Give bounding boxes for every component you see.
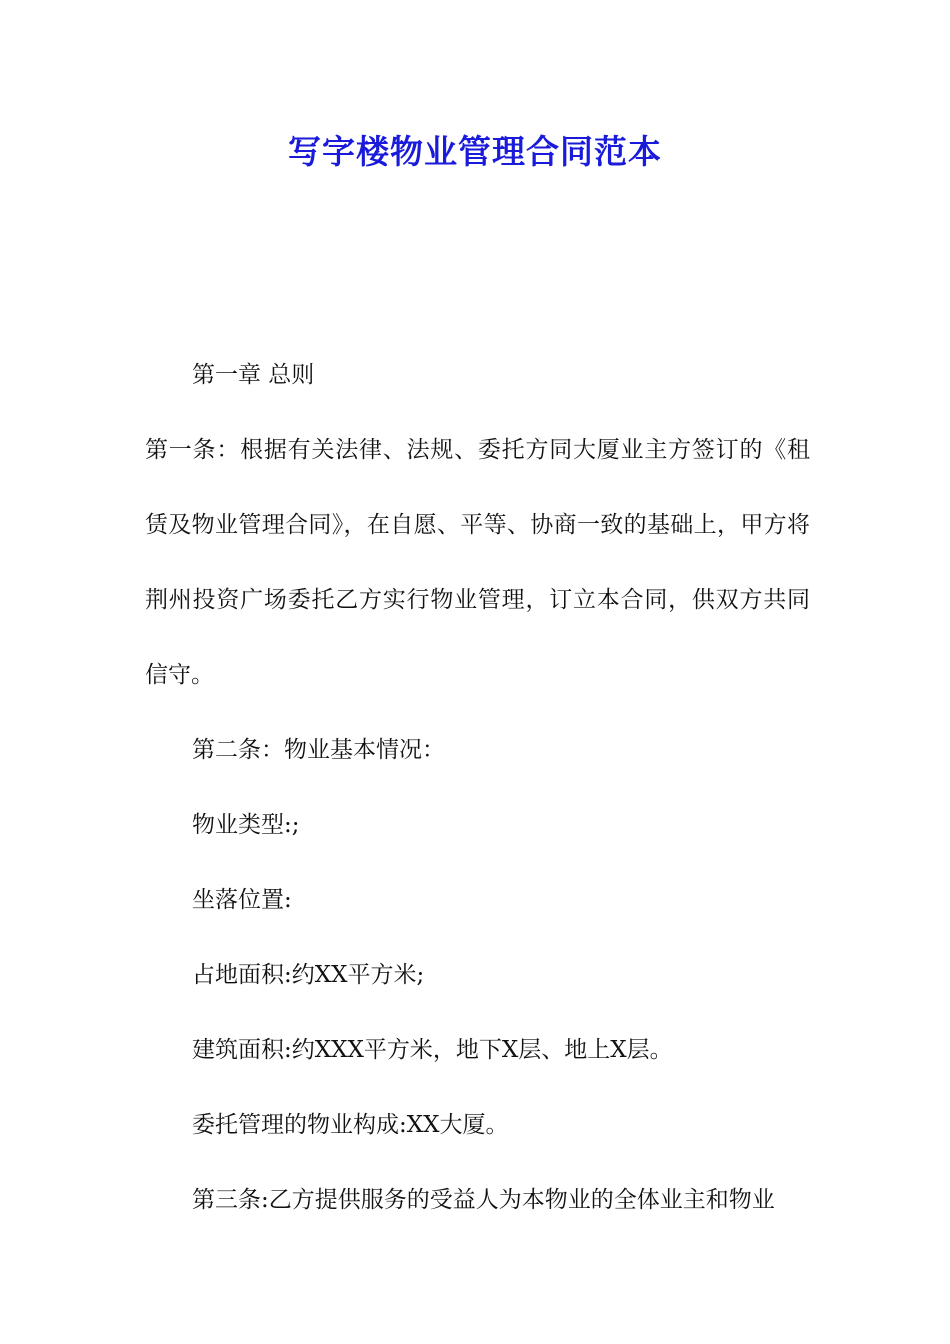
property-type-line: 物业类型:; <box>192 812 300 838</box>
land-area-line: 占地面积:约XX平方米; <box>192 962 425 988</box>
article-2-heading: 第二条：物业基本情况： <box>192 737 445 763</box>
article-3-paragraph: 第三条:乙方提供服务的受益人为本物业的全体业主和物业 <box>192 1187 775 1213</box>
document-body <box>145 338 810 1238</box>
managed-property-line: 委托管理的物业构成:XX大厦。 <box>192 1112 509 1138</box>
building-area-line: 建筑面积:约XXX平方米，地下X层、地上X层。 <box>192 1037 673 1063</box>
chapter-heading: 第一章 总则 <box>192 362 315 388</box>
location-line: 坐落位置: <box>192 887 292 913</box>
article-1-paragraph: 第一条：根据有关法律、法规、委托方同大厦业主方签订的《租赁及物业管理合同》，在自愿、平等、协商一致的基础上，甲方将荆州投资广场委托乙方实行物业管理，订立本合同，供双方共同信守。 <box>145 437 810 688</box>
document-title: 写字楼物业管理合同范本 <box>288 132 662 171</box>
